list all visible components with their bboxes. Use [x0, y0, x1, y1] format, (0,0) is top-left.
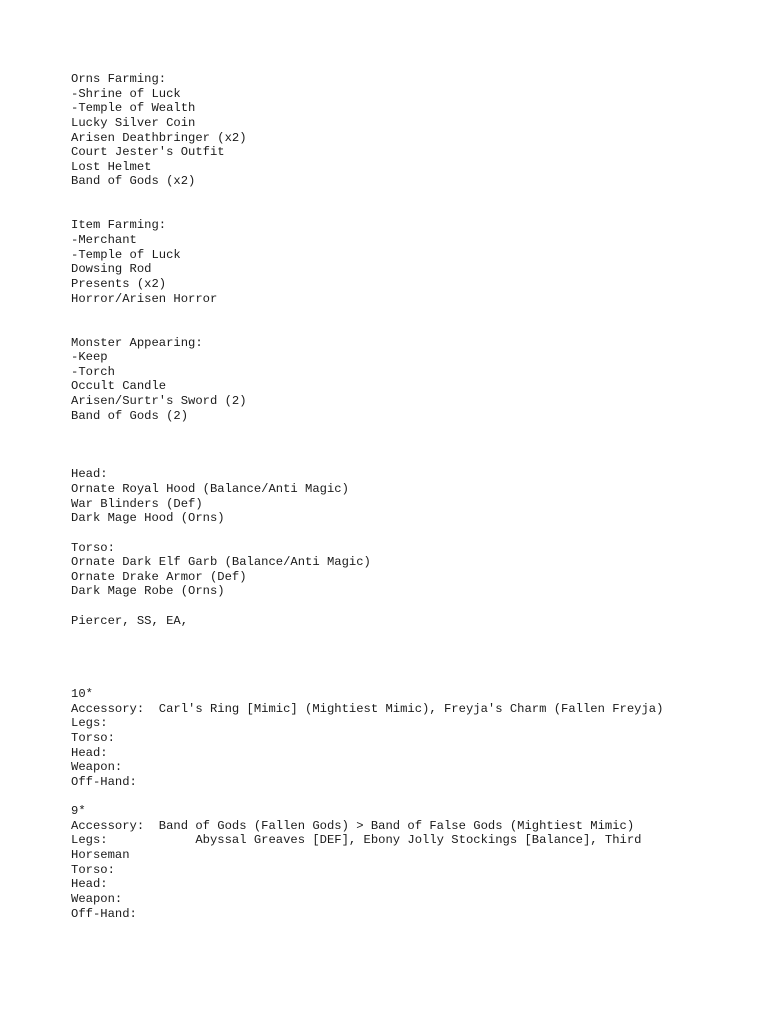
list-item: Ornate Dark Elf Garb (Balance/Anti Magic) [71, 555, 371, 570]
list-item: Dark Mage Hood (Orns) [71, 511, 225, 526]
list-item: Head: [71, 745, 108, 760]
list-item: Horror/Arisen Horror [71, 291, 218, 306]
list-item: Occult Candle [71, 379, 167, 394]
list-item: -Torch [71, 364, 115, 379]
list-item: Off-Hand: [71, 906, 137, 921]
document-page [71, 72, 731, 921]
list-item: Weapon: [71, 760, 123, 775]
tier-10-section [71, 687, 731, 789]
orns-farming-heading: Orns Farming: [71, 72, 167, 86]
list-item: Band of Gods (2) [71, 408, 189, 423]
weapons-note: Piercer, SS, EA, [71, 613, 189, 628]
list-item: Arisen Deathbringer (x2) [71, 130, 247, 145]
list-item: Ornate Royal Hood (Balance/Anti Magic) [71, 481, 349, 496]
list-item: -Keep [71, 350, 108, 365]
list-item: -Shrine of Luck [71, 86, 181, 101]
list-item: Court Jester's Outfit [71, 145, 225, 160]
orns-farming-section [71, 72, 731, 189]
list-item: Weapon: [71, 891, 123, 906]
list-item: Ornate Drake Armor (Def) [71, 569, 247, 584]
item-farming-section [71, 218, 731, 306]
list-item: Accessory: Band of Gods (Fallen Gods) > Band of False Gods (Mightiest Mimic) [71, 818, 635, 833]
list-item: Arisen/Surtr's Sword (2) [71, 394, 247, 409]
list-item: -Temple of Wealth [71, 101, 196, 116]
head-section [71, 467, 731, 526]
torso-section [71, 541, 731, 600]
list-item: -Temple of Luck [71, 247, 181, 262]
monster-appearing-section [71, 336, 731, 424]
list-item: Accessory: Carl's Ring [Mimic] (Mightiest Mimic), Freyja's Charm (Fallen Freyja) [71, 701, 664, 716]
monster-appearing-heading: Monster Appearing: [71, 335, 203, 350]
head-heading: Head: [71, 467, 108, 482]
list-item: Torso: [71, 730, 115, 745]
list-item: Lost Helmet [71, 159, 152, 174]
item-farming-heading: Item Farming: [71, 218, 167, 233]
list-item: -Merchant [71, 233, 137, 248]
list-item: Torso: [71, 862, 115, 877]
tier-10-heading: 10* [71, 686, 93, 701]
list-item: War Blinders (Def) [71, 496, 203, 511]
list-item: Legs: Abyssal Greaves [DEF], Ebony Jolly Stockings [Balance], Third [71, 833, 642, 848]
list-item: Off-Hand: [71, 774, 137, 789]
list-item: Legs: [71, 716, 108, 731]
tier-9-heading: 9* [71, 804, 86, 819]
list-item: Horseman [71, 848, 130, 863]
list-item: Dark Mage Robe (Orns) [71, 584, 225, 599]
list-item: Lucky Silver Coin [71, 115, 196, 130]
torso-heading: Torso: [71, 540, 115, 555]
list-item: Band of Gods (x2) [71, 174, 196, 189]
list-item: Presents (x2) [71, 276, 167, 291]
tier-9-section [71, 804, 731, 921]
list-item: Dowsing Rod [71, 262, 152, 277]
list-item: Head: [71, 877, 108, 892]
